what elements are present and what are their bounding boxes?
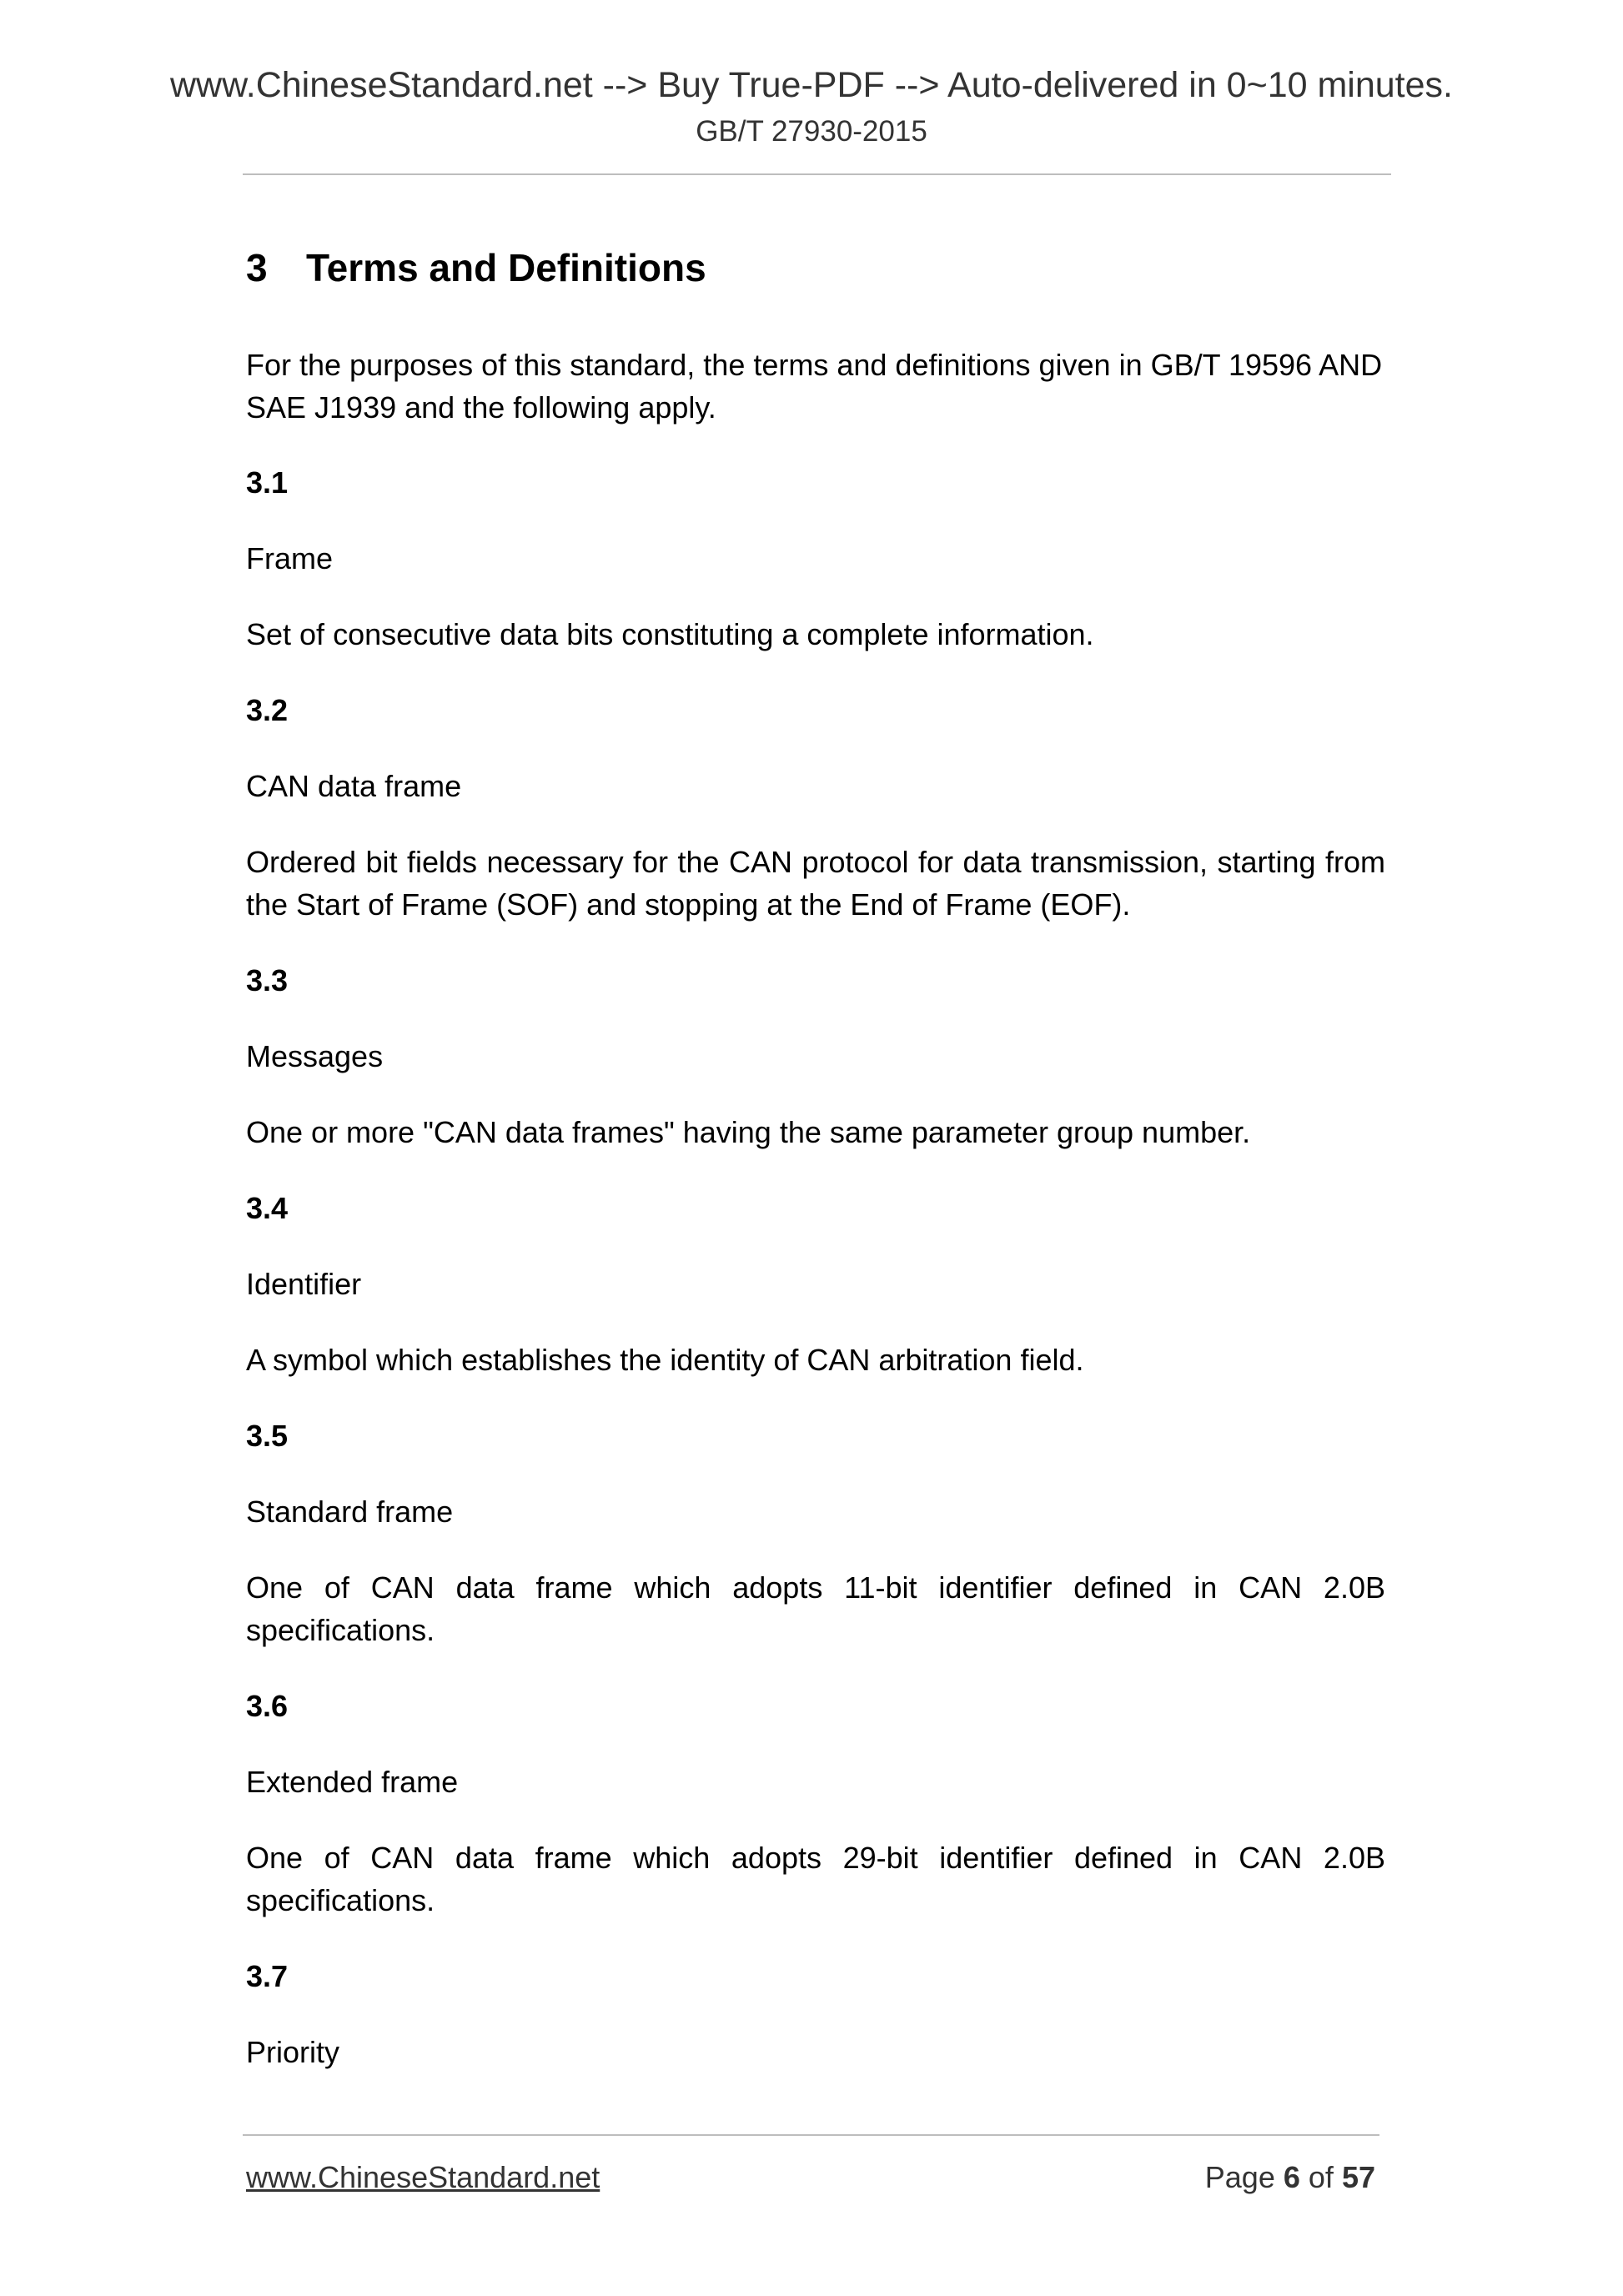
header-divider — [243, 173, 1391, 175]
term-name: Priority — [246, 2035, 340, 2069]
term-name: Frame — [246, 541, 334, 575]
term-number: 3.3 — [246, 963, 289, 997]
term-definition: Set of consecutive data bits constituting a complete information. — [246, 617, 1094, 651]
term-definition: One of CAN data frame which adopts 11-bit identifier defined in CAN 2.0B specifications. — [246, 1570, 1385, 1647]
page-current: 6 — [1283, 2160, 1300, 2194]
page-label: Page — [1204, 2160, 1275, 2194]
header-banner: www.ChineseStandard.net --> Buy True-PDF --> Auto-delivered in 0~10 minutes. — [169, 65, 1453, 105]
term-number: 3.4 — [246, 1191, 289, 1225]
term-name: Identifier — [246, 1267, 362, 1301]
term-definition: Ordered bit fields necessary for the CAN protocol for data transmission, starting from the Start of Frame (SOF) and stopping at the End of Frame (EOF). — [246, 845, 1385, 922]
term-number: 3.6 — [246, 1689, 289, 1723]
term-name: Standard frame — [246, 1495, 454, 1529]
term-number: 3.5 — [246, 1419, 289, 1453]
footer-website-link[interactable]: www.ChineseStandard.net — [246, 2160, 600, 2194]
page-indicator — [1205, 2160, 1375, 2195]
footer-divider — [243, 2134, 1379, 2136]
section-title: Terms and Definitions — [306, 246, 706, 289]
term-number: 3.2 — [246, 693, 289, 727]
page-of-label: of — [1308, 2160, 1334, 2194]
term-definition: One or more "CAN data frames" having the same parameter group number. — [246, 1115, 1251, 1149]
document-id: GB/T 27930-2015 — [696, 115, 927, 148]
term-name: Messages — [246, 1039, 384, 1073]
section-heading — [246, 245, 706, 290]
term-definition: One of CAN data frame which adopts 29-bit identifier defined in CAN 2.0B specifications. — [246, 1841, 1385, 1917]
section-number: 3 — [246, 246, 268, 289]
page-total: 57 — [1341, 2160, 1375, 2194]
term-number: 3.1 — [246, 465, 289, 500]
term-name: Extended frame — [246, 1765, 459, 1799]
term-name: CAN data frame — [246, 769, 462, 803]
term-number: 3.7 — [246, 1959, 289, 1993]
section-intro: For the purposes of this standard, the terms and definitions given in GB/T 19596 AND SAE J1939 and the following apply. — [246, 348, 1383, 425]
term-definition: A symbol which establishes the identity of CAN arbitration field. — [246, 1343, 1084, 1377]
